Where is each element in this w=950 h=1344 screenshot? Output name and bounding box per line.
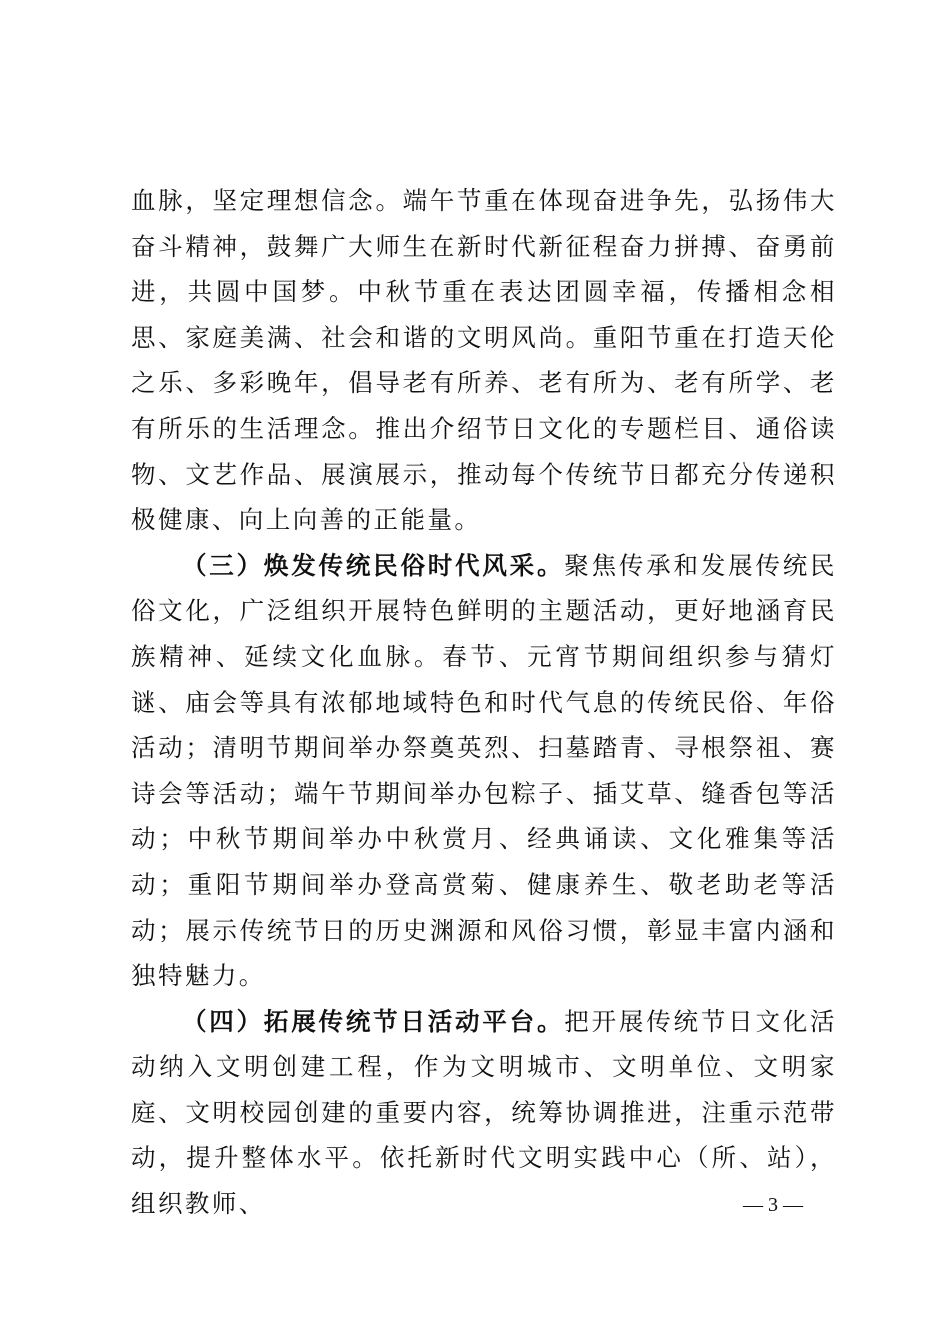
paragraph-text: 血脉，坚定理想信念。端午节重在体现奋进争先，弘扬伟大奋斗精神，鼓舞广大师生在新时代新征程奋力拼搏、奋勇前进，共圆中国梦。中秋节重在表达团圆幸福，传播相念相思、家庭美满、社会和谐的文明风尚。重阳节重在打造天伦之乐、多彩晚年，倡导老有所养、老有所为、老有所学、老有所乐的生活理念。推出介绍节日文化的专题栏目、通俗读物、文艺作品、展演展示，推动每个传统节日都充分传递积极健康、向上向善的正能量。 [131,186,837,535]
paragraph-section-three [131,543,837,999]
paragraph-text: 聚焦传承和发展传统民俗文化，广泛组织开展特色鲜明的主题活动，更好地涵育民族精神、延续文化血脉。春节、元宵节期间组织参与猜灯谜、庙会等具有浓郁地域特色和时代气息的传统民俗、年俗活动；清明节期间举办祭奠英烈、扫墓踏青、寻根祭祖、赛诗会等活动；端午节期间举办包粽子、插艾草、缝香包等活动；中秋节期间举办中秋赏月、经典诵读、文化雅集等活动；重阳节期间举办登高赏菊、健康养生、敬老助老等活动；展示传统节日的历史渊源和风俗习惯，彰显丰富内涵和独特魅力。 [131,550,837,991]
paragraph-continuation [131,178,837,543]
paragraph-section-four [131,999,837,1227]
document-body [131,178,837,1227]
paragraph-text: 把开展传统节日文化活动纳入文明创建工程，作为文明城市、文明单位、文明家庭、文明校园创建的重要内容，统筹协调推进，注重示范带动，提升整体水平。依托新时代文明实践中心（所、站），组织教师、 [131,1006,837,1219]
section-heading: （三）焕发传统民俗时代风采。 [182,550,565,580]
section-heading: （四）拓展传统节日活动平台。 [182,1006,565,1036]
page-number: — 3 — [743,1194,803,1216]
